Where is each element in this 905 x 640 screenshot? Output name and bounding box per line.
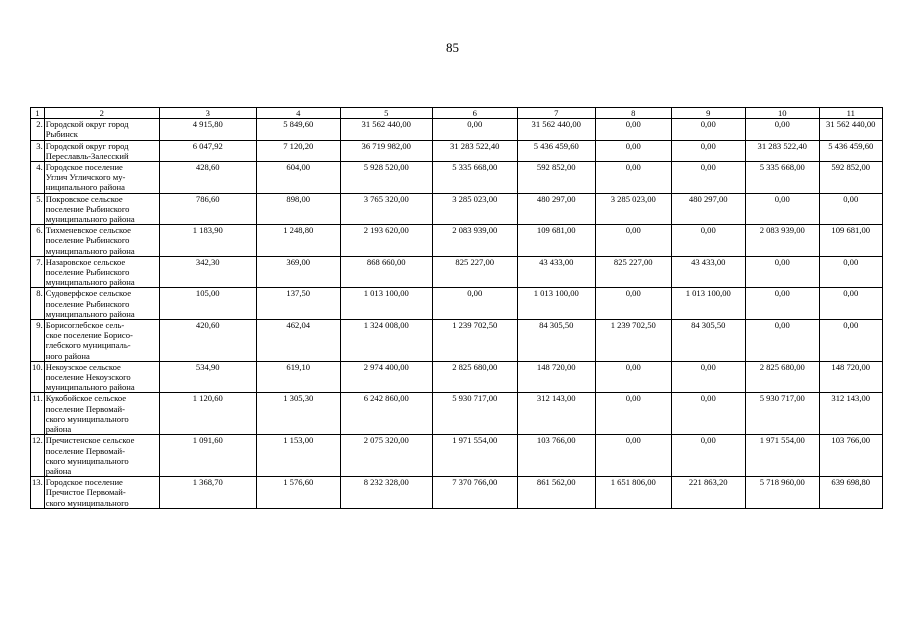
column-number: 4 [256, 108, 340, 119]
row-index: 9. [31, 320, 45, 362]
value-cell: 0,00 [595, 225, 671, 257]
table-row [31, 435, 883, 477]
table-body [31, 108, 883, 509]
value-cell: 369,00 [256, 256, 340, 288]
value-cell: 619,10 [256, 361, 340, 393]
row-index: 11. [31, 393, 45, 435]
value-cell: 7 370 766,00 [432, 477, 517, 509]
value-cell: 148 720,00 [517, 361, 595, 393]
value-cell: 137,50 [256, 288, 340, 320]
value-cell: 0,00 [595, 361, 671, 393]
value-cell: 7 120,20 [256, 140, 340, 161]
row-index: 6. [31, 225, 45, 257]
value-cell: 604,00 [256, 162, 340, 194]
table-row [31, 256, 883, 288]
table-row [31, 225, 883, 257]
value-cell: 592 852,00 [819, 162, 882, 194]
municipality-name-line: Городской округ город [45, 119, 129, 130]
value-cell: 1 091,60 [159, 435, 256, 477]
table-row [31, 193, 883, 225]
value-cell: 6 242 860,00 [340, 393, 432, 435]
municipality-name-line: муниципального района [45, 214, 135, 225]
table-row [31, 288, 883, 320]
value-cell: 221 863,20 [671, 477, 745, 509]
value-cell: 109 681,00 [517, 225, 595, 257]
value-cell: 0,00 [819, 256, 882, 288]
municipality-name [44, 256, 159, 288]
municipality-name-line: ского муниципального [45, 497, 129, 508]
municipality-name-line: поселение Рыбинского [45, 298, 130, 309]
row-index: 10. [31, 361, 45, 393]
municipality-name [44, 361, 159, 393]
value-cell: 31 562 440,00 [819, 119, 882, 140]
value-cell: 0,00 [745, 288, 819, 320]
value-cell: 1 239 702,50 [432, 320, 517, 362]
municipality-name-line: ного района [45, 350, 90, 361]
value-cell: 1 248,80 [256, 225, 340, 257]
value-cell: 1 239 702,50 [595, 320, 671, 362]
value-cell: 1 971 554,00 [432, 435, 517, 477]
municipality-name-line: Городской округ город [45, 140, 129, 151]
value-cell: 825 227,00 [432, 256, 517, 288]
value-cell: 31 283 522,40 [745, 140, 819, 161]
municipality-name-line: ниципального района [45, 182, 125, 193]
value-cell: 84 305,50 [671, 320, 745, 362]
value-cell: 0,00 [595, 393, 671, 435]
municipality-name-line: Рыбинск [45, 129, 78, 140]
municipality-name-line: Пречистенское сельское [45, 435, 135, 446]
value-cell: 0,00 [671, 225, 745, 257]
row-index: 5. [31, 193, 45, 225]
value-cell: 861 562,00 [517, 477, 595, 509]
value-cell: 105,00 [159, 288, 256, 320]
page-number: 85 [446, 40, 459, 55]
column-number: 2 [44, 108, 159, 119]
value-cell: 0,00 [671, 435, 745, 477]
column-number: 7 [517, 108, 595, 119]
value-cell: 0,00 [595, 140, 671, 161]
table-row [31, 393, 883, 435]
value-cell: 3 765 320,00 [340, 193, 432, 225]
row-index: 13. [31, 477, 45, 509]
value-cell: 5 928 520,00 [340, 162, 432, 194]
value-cell: 84 305,50 [517, 320, 595, 362]
value-cell: 0,00 [745, 256, 819, 288]
value-cell: 0,00 [745, 193, 819, 225]
municipality-name-line: Пречистое Первомай- [45, 487, 126, 498]
row-index: 7. [31, 256, 45, 288]
value-cell: 1 971 554,00 [745, 435, 819, 477]
value-cell: 2 974 400,00 [340, 361, 432, 393]
municipality-name [44, 140, 159, 161]
value-cell: 0,00 [671, 361, 745, 393]
value-cell: 420,60 [159, 320, 256, 362]
value-cell: 2 825 680,00 [745, 361, 819, 393]
column-number: 6 [432, 108, 517, 119]
municipality-name-line: Переславль-Залесский [45, 150, 129, 161]
column-number: 10 [745, 108, 819, 119]
table-row [31, 361, 883, 393]
municipality-name-line: муниципального района [45, 245, 135, 256]
municipality-name-line: района [45, 465, 72, 476]
municipality-name [44, 288, 159, 320]
value-cell: 480 297,00 [517, 193, 595, 225]
municipality-name-line: Борисоглебское сель- [45, 320, 125, 331]
row-index: 3. [31, 140, 45, 161]
municipality-name-line: Некоузское сельское [45, 361, 121, 372]
value-cell: 6 047,92 [159, 140, 256, 161]
municipality-name [44, 162, 159, 194]
column-number-row [31, 108, 883, 119]
municipality-name [44, 320, 159, 362]
value-cell: 0,00 [432, 119, 517, 140]
value-cell: 3 285 023,00 [432, 193, 517, 225]
value-cell: 0,00 [745, 320, 819, 362]
value-cell: 1 013 100,00 [340, 288, 432, 320]
value-cell: 0,00 [819, 193, 882, 225]
municipality-name-line: ское поселение Борисо- [45, 330, 133, 341]
value-cell: 0,00 [671, 162, 745, 194]
value-cell: 31 562 440,00 [517, 119, 595, 140]
value-cell: 898,00 [256, 193, 340, 225]
row-index: 12. [31, 435, 45, 477]
municipality-name-line: Городское поселение [45, 162, 123, 173]
municipality-name [44, 477, 159, 509]
value-cell: 5 436 459,60 [517, 140, 595, 161]
municipality-name-line: Назаровское сельское [45, 256, 126, 267]
municipality-name-line: Углич Угличского му- [45, 172, 126, 183]
table-row [31, 320, 883, 362]
value-cell: 0,00 [671, 140, 745, 161]
value-cell: 5 718 960,00 [745, 477, 819, 509]
value-cell: 0,00 [432, 288, 517, 320]
value-cell: 5 335 668,00 [432, 162, 517, 194]
value-cell: 5 335 668,00 [745, 162, 819, 194]
value-cell: 2 083 939,00 [432, 225, 517, 257]
value-cell: 1 305,30 [256, 393, 340, 435]
value-cell: 5 930 717,00 [432, 393, 517, 435]
value-cell: 8 232 328,00 [340, 477, 432, 509]
municipality-name-line: района [45, 424, 72, 435]
table-row [31, 477, 883, 509]
value-cell: 0,00 [671, 119, 745, 140]
municipality-name-line: глебского муниципаль- [45, 340, 131, 351]
table-row [31, 119, 883, 140]
value-cell: 1 324 008,00 [340, 320, 432, 362]
municipality-name [44, 119, 159, 140]
value-cell: 109 681,00 [819, 225, 882, 257]
municipality-name-line: Судоверфское сельское [45, 288, 132, 299]
municipality-name [44, 225, 159, 257]
municipality-name-line: Кукобойское сельское [45, 393, 127, 404]
value-cell: 43 433,00 [671, 256, 745, 288]
value-cell: 43 433,00 [517, 256, 595, 288]
row-index: 8. [31, 288, 45, 320]
value-cell: 103 766,00 [819, 435, 882, 477]
value-cell: 0,00 [595, 162, 671, 194]
municipality-name-line: поселение Рыбинского [45, 267, 130, 278]
value-cell: 825 227,00 [595, 256, 671, 288]
municipality-name-line: ского муниципального [45, 455, 129, 466]
value-cell: 1 120,60 [159, 393, 256, 435]
value-cell: 2 083 939,00 [745, 225, 819, 257]
municipality-name-line: муниципального района [45, 277, 135, 288]
value-cell: 31 562 440,00 [340, 119, 432, 140]
row-index: 4. [31, 162, 45, 194]
value-cell: 36 719 982,00 [340, 140, 432, 161]
value-cell: 1 153,00 [256, 435, 340, 477]
value-cell: 2 193 620,00 [340, 225, 432, 257]
municipality-name-line: поселение Некоузского [45, 372, 131, 383]
value-cell: 0,00 [595, 288, 671, 320]
value-cell: 1 013 100,00 [671, 288, 745, 320]
municipality-name-line: поселение Первомай- [45, 445, 125, 456]
municipality-name-line: поселение Рыбинского [45, 235, 130, 246]
value-cell: 5 930 717,00 [745, 393, 819, 435]
value-cell: 1 013 100,00 [517, 288, 595, 320]
value-cell: 592 852,00 [517, 162, 595, 194]
value-cell: 1 183,90 [159, 225, 256, 257]
value-cell: 462,04 [256, 320, 340, 362]
table-row [31, 162, 883, 194]
value-cell: 0,00 [745, 119, 819, 140]
municipality-name [44, 435, 159, 477]
value-cell: 5 849,60 [256, 119, 340, 140]
column-number: 11 [819, 108, 882, 119]
municipality-name [44, 193, 159, 225]
value-cell: 312 143,00 [517, 393, 595, 435]
municipality-name-line: муниципального района [45, 308, 135, 319]
municipality-name-line: ского муниципального [45, 413, 129, 424]
value-cell: 868 660,00 [340, 256, 432, 288]
value-cell: 0,00 [595, 435, 671, 477]
value-cell: 1 651 806,00 [595, 477, 671, 509]
municipality-name-line: поселение Первомай- [45, 403, 125, 414]
value-cell: 31 283 522,40 [432, 140, 517, 161]
value-cell: 1 368,70 [159, 477, 256, 509]
value-cell: 0,00 [671, 393, 745, 435]
value-cell: 148 720,00 [819, 361, 882, 393]
value-cell: 342,30 [159, 256, 256, 288]
column-number: 3 [159, 108, 256, 119]
column-number: 5 [340, 108, 432, 119]
value-cell: 2 825 680,00 [432, 361, 517, 393]
value-cell: 428,60 [159, 162, 256, 194]
value-cell: 4 915,80 [159, 119, 256, 140]
municipality-name [44, 393, 159, 435]
value-cell: 786,60 [159, 193, 256, 225]
value-cell: 2 075 320,00 [340, 435, 432, 477]
value-cell: 1 576,60 [256, 477, 340, 509]
table-row [31, 140, 883, 161]
value-cell: 312 143,00 [819, 393, 882, 435]
value-cell: 0,00 [819, 320, 882, 362]
municipality-name-line: поселение Рыбинского [45, 203, 130, 214]
value-cell: 639 698,80 [819, 477, 882, 509]
value-cell: 0,00 [819, 288, 882, 320]
municipality-name-line: муниципального района [45, 382, 135, 393]
value-cell: 0,00 [595, 119, 671, 140]
municipality-name-line: Городское поселение [45, 477, 123, 488]
column-number: 8 [595, 108, 671, 119]
value-cell: 103 766,00 [517, 435, 595, 477]
value-cell: 480 297,00 [671, 193, 745, 225]
municipality-name-line: Тихменевское сельское [45, 225, 131, 236]
value-cell: 3 285 023,00 [595, 193, 671, 225]
municipality-name-line: Покровское сельское [45, 193, 123, 204]
value-cell: 5 436 459,60 [819, 140, 882, 161]
row-index: 2. [31, 119, 45, 140]
column-number: 9 [671, 108, 745, 119]
column-number: 1 [31, 108, 45, 119]
budget-table [30, 107, 883, 509]
value-cell: 534,90 [159, 361, 256, 393]
